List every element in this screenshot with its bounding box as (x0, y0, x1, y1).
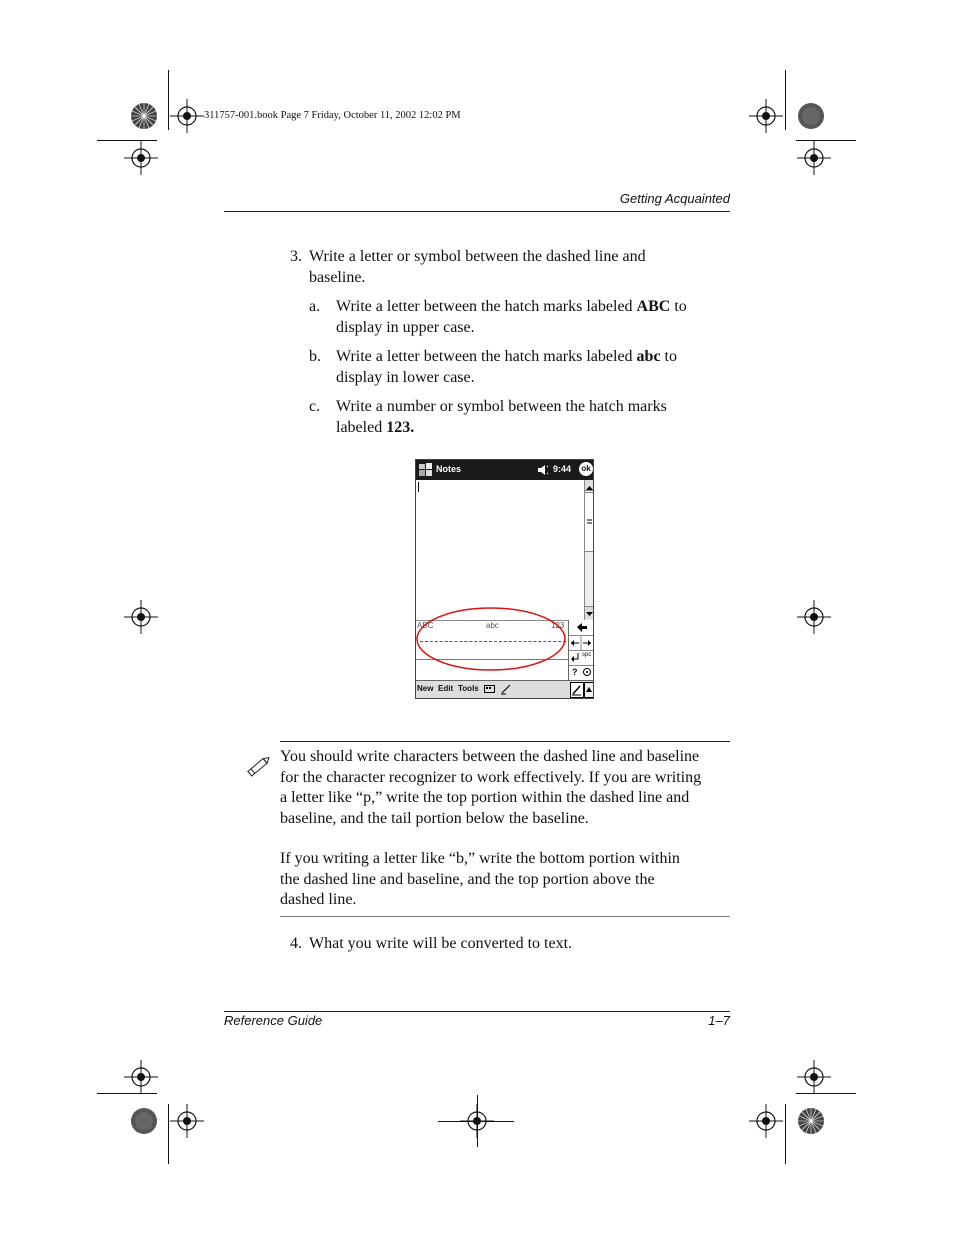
menu-edit[interactable]: Edit (438, 684, 454, 693)
text-run: Write a letter between the hatch marks labeled (336, 348, 637, 365)
starburst-target-icon (796, 101, 826, 131)
registration-target-icon (797, 600, 831, 634)
scroll-up-arrow-icon[interactable] (585, 480, 594, 491)
windows-start-icon[interactable] (418, 462, 434, 478)
text-run: Write a letter between the hatch marks labeled (336, 298, 637, 315)
recognizer-label-lower: abc (486, 621, 499, 630)
highlight-ellipse (415, 606, 569, 674)
substep-text (336, 297, 687, 338)
slug-line: 311757-001.book Page 7 Friday, October 11, 2002 12:02 PM (204, 110, 461, 121)
substep-letter: c. (309, 398, 321, 415)
note-line: baseline, and the tail portion below the baseline. (280, 809, 589, 827)
gear-icon[interactable] (582, 666, 593, 679)
speaker-icon[interactable] (537, 464, 549, 476)
header-rule (224, 211, 730, 212)
note-paragraph-1 (280, 747, 701, 829)
note-paragraph-2 (280, 849, 680, 911)
note-line: a letter like “p,” write the top portion within the dashed line and (280, 789, 690, 806)
note-bottom-rule (280, 916, 730, 917)
menu-tools[interactable]: Tools (458, 684, 479, 693)
notes-canvas[interactable] (416, 480, 584, 620)
substep-letter: a. (309, 298, 321, 315)
substep-line (336, 297, 687, 318)
text-run: labeled (336, 418, 387, 436)
registration-target-icon (170, 1104, 204, 1138)
keyboard-icon[interactable] (484, 684, 495, 694)
registration-target-icon (797, 141, 831, 175)
registration-target-icon (124, 600, 158, 634)
bold-term: abc (636, 348, 661, 365)
starburst-target-icon (796, 1106, 826, 1136)
substep-line: Write a number or symbol between the hatch marks (336, 398, 667, 415)
text-run: to (660, 348, 677, 365)
registration-target-icon (170, 99, 204, 133)
crop-mark (438, 1121, 514, 1122)
crop-mark (785, 70, 786, 130)
substep-text (336, 397, 667, 438)
vertical-scrollbar[interactable] (584, 480, 594, 620)
device-menu-bar (416, 680, 593, 699)
scroll-down-arrow-icon[interactable] (585, 606, 594, 619)
recognizer-label-upper: ABC (417, 621, 434, 630)
registration-target-icon (749, 99, 783, 133)
note-line: for the character recognizer to work effectively. If you are writing (280, 768, 702, 786)
help-key[interactable]: ? (572, 667, 578, 677)
registration-target-icon (797, 1060, 831, 1094)
text-run: to (670, 298, 687, 315)
device-title-bar (416, 460, 593, 480)
step-text-line: baseline. (309, 268, 366, 286)
registration-target-icon (749, 1104, 783, 1138)
pen-icon[interactable] (500, 683, 512, 695)
running-header: Getting Acquainted (619, 191, 730, 206)
step-text-line: Write a letter or symbol between the dashed line and (309, 248, 646, 265)
page-number: 1–7 (708, 1013, 730, 1028)
footer-rule (224, 1011, 730, 1012)
crop-mark (168, 70, 169, 130)
text-cursor (418, 482, 419, 492)
scroll-thumb[interactable] (585, 492, 594, 552)
registration-target-icon (124, 141, 158, 175)
arrow-keys[interactable] (569, 635, 594, 651)
bold-term: ABC (636, 298, 671, 315)
footer-doc-title: Reference Guide (224, 1013, 323, 1028)
device-clock[interactable]: 9:44 (553, 464, 572, 474)
step-number: 3. (290, 248, 302, 265)
note-line: dashed line. (280, 891, 357, 908)
registration-target-icon (124, 1060, 158, 1094)
help-keys[interactable] (569, 665, 594, 680)
enter-space-keys[interactable] (569, 650, 594, 666)
bold-term: 123. (386, 418, 415, 436)
space-key[interactable]: spc (582, 652, 592, 658)
substep-line (336, 347, 677, 368)
substep-line: display in lower case. (336, 368, 475, 386)
recognizer-label-numeric: 123 (551, 621, 565, 630)
device-app-title: Notes (436, 464, 462, 474)
crop-mark (168, 1104, 169, 1164)
crop-mark (785, 1104, 786, 1164)
ok-button[interactable]: ok (579, 462, 593, 476)
step-text (309, 247, 646, 288)
step-number: 4. (290, 935, 302, 952)
menu-new[interactable]: New (417, 684, 434, 693)
input-method-button[interactable] (570, 682, 584, 698)
starburst-target-icon (129, 101, 159, 131)
substep-line: display in upper case. (336, 318, 475, 336)
step-text: What you write will be converted to text. (309, 935, 573, 952)
backspace-key[interactable] (569, 620, 594, 636)
pencil-note-icon (244, 752, 274, 780)
starburst-target-icon (129, 1106, 159, 1136)
note-line: You should write characters between the dashed line and baseline (280, 748, 700, 765)
note-line: If you writing a letter like “b,” write the bottom portion within (280, 850, 680, 867)
substep-letter: b. (309, 348, 321, 365)
note-line: the dashed line and baseline, and the top portion above the (280, 870, 655, 888)
input-selector-arrow[interactable] (584, 682, 594, 698)
substep-text (336, 347, 677, 388)
note-top-rule (280, 741, 730, 742)
substep-line (336, 418, 667, 439)
recognizer-keys (568, 620, 594, 680)
